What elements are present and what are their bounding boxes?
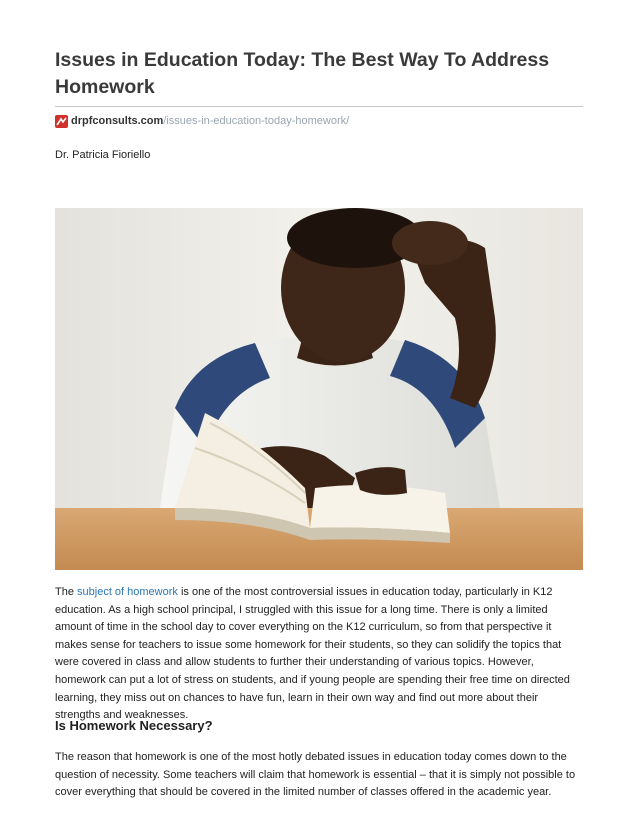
site-favicon-icon: [55, 115, 68, 128]
section-heading: Is Homework Necessary?: [55, 718, 213, 733]
boy-reading-book-photo: [55, 208, 583, 570]
title-divider: [55, 106, 583, 107]
source-path-link[interactable]: /issues-in-education-today-homework/: [163, 115, 350, 127]
paragraph-intro-after-link: is one of the most controversial issues in education today, particularly in K12 education. As a high school principal, I struggled with this issue for a long time. There is only a limited amount of time in the school day to cover everything on the K12 curriculum, so from that perspective it makes sense for teachers to issue some homework for their students, so they can solidify the topics that were covered in class and allow students to further their understanding of various topics. However, homework can put a lot of stress on students, and if young people are spending their free time on directed learning, they miss out on chances to have fun, learn in their own way and find out more about their strengths and weaknesses.: [55, 586, 570, 722]
paragraph-intro: [55, 584, 583, 725]
paragraph-necessity: The reason that homework is one of the most hotly debated issues in education today comes down to the question of necessity. Some teachers will claim that homework is essential – that it is simply not possible to cover everything that should be covered in the limited number of classes offered in the academic year.: [55, 751, 576, 799]
subject-of-homework-link[interactable]: subject of homework: [77, 586, 178, 598]
author-name: Dr. Patricia Fioriello: [55, 149, 151, 161]
document-title: Issues in Education Today: The Best Way To Address Homework: [55, 49, 550, 98]
source-domain-link[interactable]: drpfconsults.com: [71, 115, 164, 127]
source-line: [55, 113, 349, 129]
paragraph-intro-before-link: The: [55, 586, 78, 598]
